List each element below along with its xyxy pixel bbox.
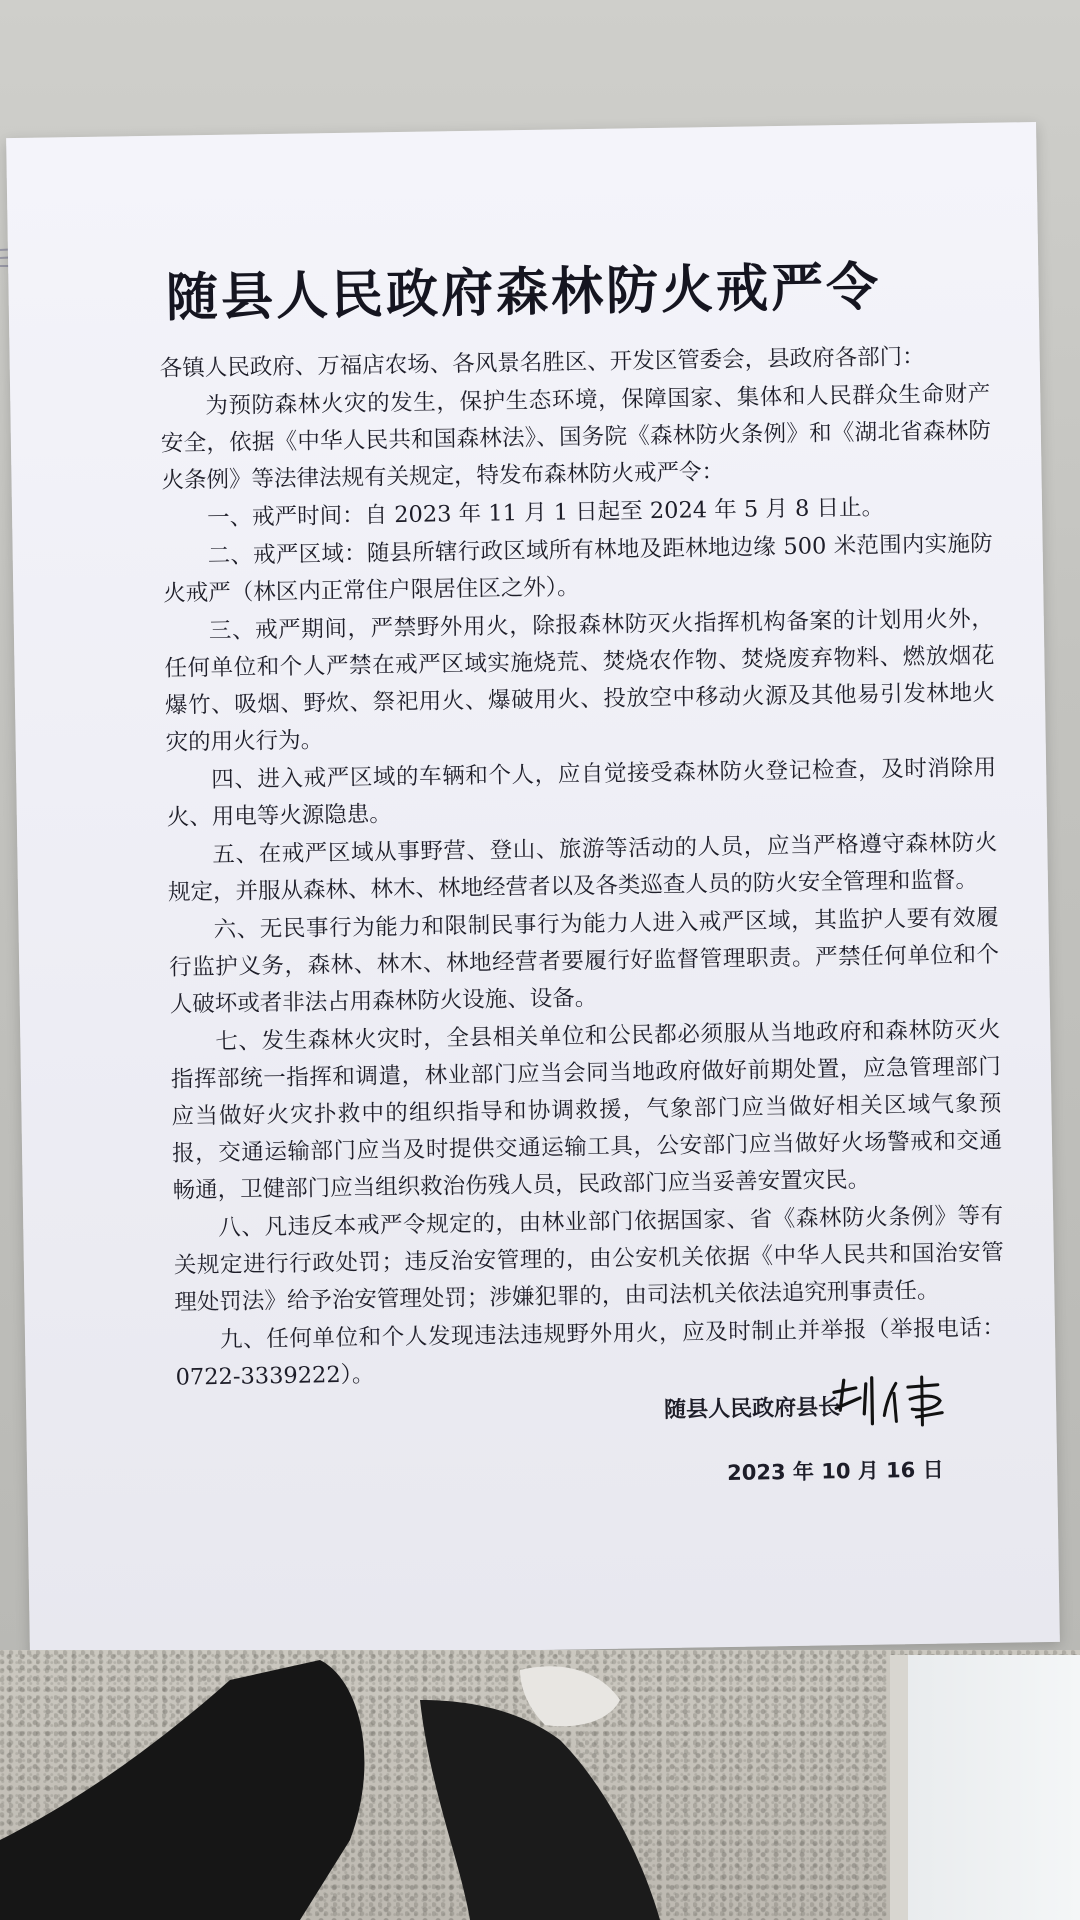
- paragraph-3: 三、戒严期间，严禁野外用火，除报森林防灭火指挥机构备案的计划用火外，任何单位和个人严禁在戒严区域实施烧荒、焚烧农作物、焚烧废弃物料、燃放烟花爆竹、吸烟、野炊、祭祀用火、爆破用火、投放空中移动火源及其他易引发林地火灾的用火行为。: [164, 605, 996, 756]
- paragraph-6: 六、无民事行为能力和限制民事行为能力人进入戒严区域，其监护人要有效履行监护义务，森林、林木、林地经营者要履行好监督管理职责。严禁任何单位和个人破坏或者非法占用森林防火设施、设备。: [168, 904, 1000, 1018]
- handwritten-signature: [826, 1368, 977, 1430]
- paragraph-4: 四、进入戒严区域的车辆和个人，应自觉接受森林防火登记检查，及时消除用火、用电等火源隐患。: [166, 754, 997, 831]
- person-legs-shadow: [0, 1640, 700, 1920]
- signature-block: [646, 1368, 998, 1533]
- doorway-background: [890, 1655, 1080, 1920]
- document-title: 随县人民政府森林防火戒严令: [165, 256, 882, 329]
- paragraph-preamble: 为预防森林火灾的发生，保护生态环境，保障国家、集体和人民群众生命财产安全，依据《中华人民共和国森林法》、国务院《森林防火条例》和《湖北省森林防火条例》等法律法规有关规定，特发布森林防火戒严令：: [160, 380, 992, 494]
- notice-paper: [6, 122, 1060, 1658]
- paragraph-7: 七、发生森林火灾时，全县相关单位和公民都必须服从当地政府和森林防灭火指挥部统一指挥和调遣，林业部门应当会同当地政府做好前期处置，应急管理部门应当做好火灾扑救中的组织指导和协调救援，气象部门应当做好相关区域气象预报，交通运输部门应当及时提供交通运输工具，公安部门应当做好火场警戒和交通畅通，卫健部门应当组织救治伤残人员，民政部门应当妥善安置灾民。: [170, 1016, 1003, 1204]
- paragraph-2: 二、戒严区域：随县所辖行政区域所有林地及距林地边缘 500 米范围内实施防火戒严（林区内正常住户限居住区之外）。: [163, 530, 993, 607]
- paragraph-9: 九、任何单位和个人发现违法违规野外用火，应及时制止并举报（举报电话：0722-3339222）。: [175, 1314, 1006, 1391]
- document-body: [159, 338, 1005, 1398]
- salutation: 各镇人民政府、万福店农场、各风景名胜区、开发区管委会，县政府各部门：: [159, 343, 925, 382]
- signer-title: 随县人民政府县长: [663, 1395, 841, 1424]
- paragraph-8: 八、凡违反本戒严令规定的，由林业部门依据国家、省《森林防火条例》等有关规定进行行政处罚；违反治安管理的，由公安机关依据《中华人民共和国治安管理处罚法》给予治安管理处罚；涉嫌犯罪的，由司法机关依法追究刑事责任。: [173, 1202, 1004, 1316]
- document-date: 2023 年 10 月 16 日: [726, 1457, 944, 1486]
- paragraph-1: 一、戒严时间：自 2023 年 11 月 1 日起至 2024 年 5 月 8 日止。: [206, 494, 885, 532]
- paragraph-5: 五、在戒严区域从事野营、登山、旅游等活动的人员，应当严格遵守森林防火规定，并服从森林、林木、林地经营者以及各类巡查人员的防火安全管理和监督。: [167, 829, 998, 906]
